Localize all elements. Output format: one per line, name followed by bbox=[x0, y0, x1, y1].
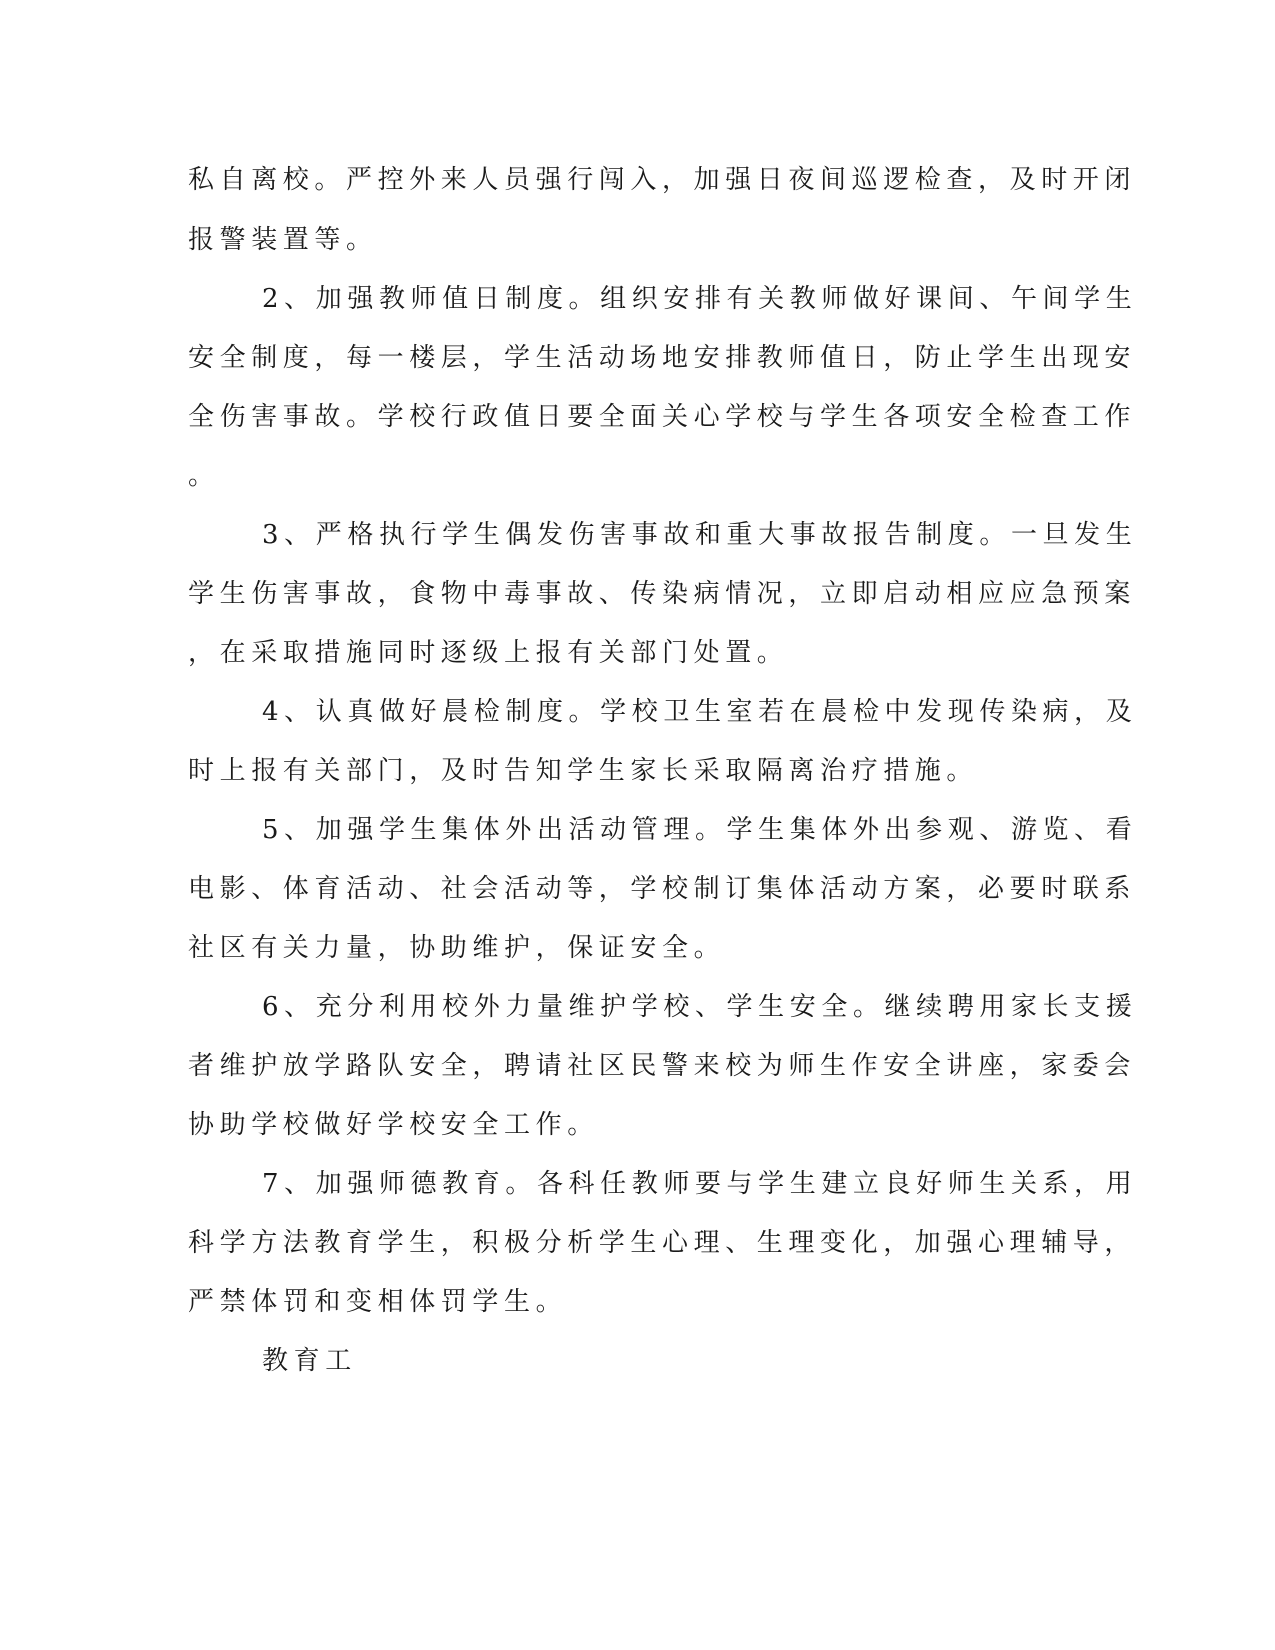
text-line: 时上报有关部门，及时告知学生家长采取隔离治疗措施。 bbox=[188, 756, 979, 786]
text-line: 安全制度，每一楼层，学生活动场地安排教师值日，防止学生出现安 bbox=[188, 343, 1137, 373]
paragraph-5-start: 5、加强学生集体外出活动管理。学生集体外出参观、游览、看 bbox=[262, 815, 1138, 845]
text-line: 私自离校。严控外来人员强行闯入，加强日夜间巡逻检查，及时开闭 bbox=[188, 165, 1137, 195]
text-line: 报警装置等。 bbox=[188, 225, 378, 255]
text-line: 电影、体育活动、社会活动等，学校制订集体活动方案，必要时联系 bbox=[188, 874, 1137, 904]
text-line: 严禁体罚和变相体罚学生。 bbox=[188, 1287, 568, 1317]
text-line: ，在采取措施同时逐级上报有关部门处置。 bbox=[188, 638, 789, 668]
text-line: 科学方法教育学生，积极分析学生心理、生理变化，加强心理辅导， bbox=[188, 1228, 1137, 1258]
paragraph-4-start: 4、认真做好晨检制度。学校卫生室若在晨检中发现传染病，及 bbox=[262, 697, 1138, 727]
text-line: 全伤害事故。学校行政值日要全面关心学校与学生各项安全检查工作 bbox=[188, 402, 1137, 432]
text-line: 协助学校做好学校安全工作。 bbox=[188, 1110, 599, 1140]
text-line: 社区有关力量，协助维护，保证安全。 bbox=[188, 933, 726, 963]
paragraph-6-start: 6、充分利用校外力量维护学校、学生安全。继续聘用家长支援 bbox=[262, 992, 1138, 1022]
text-line: 。 bbox=[188, 461, 220, 491]
paragraph-7-start: 7、加强师德教育。各科任教师要与学生建立良好师生关系，用 bbox=[262, 1169, 1138, 1199]
section-heading-fragment: 教育工 bbox=[262, 1346, 357, 1376]
paragraph-2-start: 2、加强教师值日制度。组织安排有关教师做好课间、午间学生 bbox=[262, 284, 1138, 314]
text-line: 者维护放学路队安全，聘请社区民警来校为师生作安全讲座，家委会 bbox=[188, 1051, 1137, 1081]
text-line: 学生伤害事故，食物中毒事故、传染病情况，立即启动相应应急预案 bbox=[188, 579, 1137, 609]
paragraph-3-start: 3、严格执行学生偶发伤害事故和重大事故报告制度。一旦发生 bbox=[262, 520, 1138, 550]
